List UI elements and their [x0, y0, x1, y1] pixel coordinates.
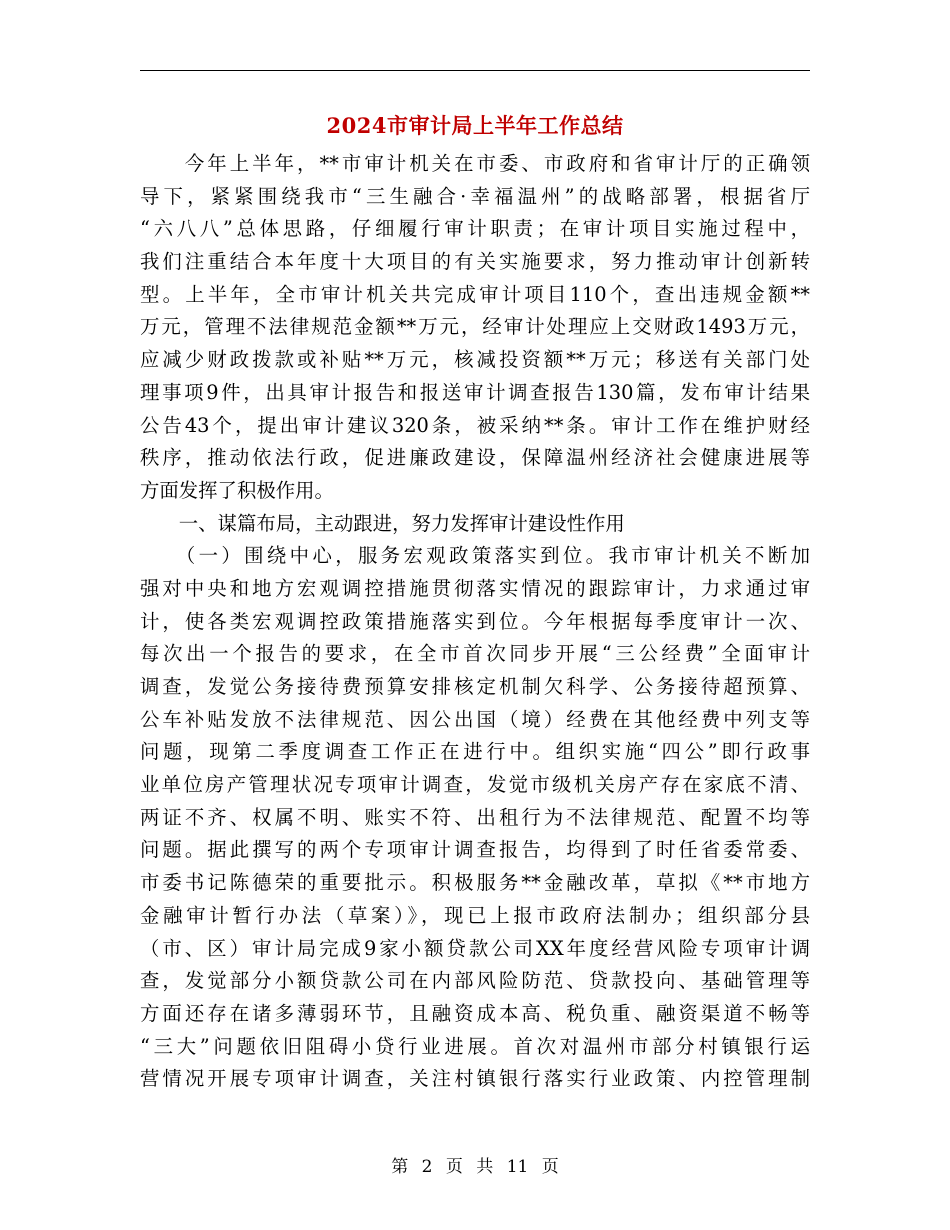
body-line: 万元，管理不法律规范金额**万元，经审计处理应上交财政1493万元， [140, 315, 810, 339]
body-line: 强对中央和地方宏观调控措施贯彻落实情况的跟踪审计，力求通过审 [140, 576, 810, 600]
header-rule [140, 70, 810, 71]
footer-page-unit: 页 [445, 1157, 463, 1177]
footer-page-number: 2 [421, 1157, 433, 1177]
body-line: 我们注重结合本年度十大项目的有关实施要求，努力推动审计创新转 [140, 250, 810, 274]
footer-total-label: 共 [476, 1157, 494, 1177]
body-line: 今年上半年，**市审计机关在市委、市政府和省审计厅的正确领 [140, 152, 810, 175]
body-line: 每次出一个报告的要求，在全市首次同步开展“三公经费”全面审计 [140, 642, 810, 666]
body-line: 公车补贴发放不法律规范、因公出国（境）经费在其他经费中列支等 [140, 707, 810, 731]
body-line: 秩序，推动依法行政，促进廉政建设，保障温州经济社会健康进展等 [140, 446, 810, 470]
section-heading: 一、谋篇布局，主动跟进，努力发挥审计建设性作用 [140, 511, 625, 535]
body-line: “三大”问题依旧阻碍小贷行业进展。首次对温州市部分村镇银行运 [140, 1034, 810, 1058]
body-line: 公告43个，提出审计建议320条，被采纳**条。审计工作在维护财经 [140, 413, 810, 437]
body-line: 问题，现第二季度调查工作正在进行中。组织实施“四公”即行政事 [140, 740, 810, 764]
body-line: 导下，紧紧围绕我市“三生融合·幸福温州”的战略部署，根据省厅 [140, 184, 810, 208]
body-line: 两证不齐、权属不明、账实不符、出租行为不法律规范、配置不均等 [140, 805, 810, 829]
body-line: 方面还存在诸多薄弱环节，且融资成本高、税负重、融资渠道不畅等 [140, 1001, 810, 1025]
body-line: 业单位房产管理状况专项审计调查，发觉市级机关房产存在家底不清、 [140, 773, 810, 797]
body-line: 计，使各类宏观调控政策措施落实到位。今年根据每季度审计一次、 [140, 609, 810, 633]
body-line: 理事项9件，出具审计报告和报送审计调查报告130篇，发布审计结果 [140, 380, 810, 404]
document-body [140, 148, 810, 1096]
body-line: 查，发觉部分小额贷款公司在内部风险防范、贷款投向、基础管理等 [140, 969, 810, 993]
body-line: 应减少财政拨款或补贴**万元，核减投资额**万元；移送有关部门处 [140, 348, 810, 372]
body-line: 问题。据此撰写的两个专项审计调查报告，均得到了时任省委常委、 [140, 838, 810, 862]
body-line: 调查，发觉公务接待费预算安排核定机制欠科学、公务接待超预算、 [140, 675, 810, 698]
body-line: 金融审计暂行办法（草案）》，现已上报市政府法制办；组织部分县 [140, 903, 810, 927]
page-footer [0, 1152, 950, 1177]
body-line: “六八八”总体思路，仔细履行审计职责；在审计项目实施过程中， [140, 217, 810, 241]
footer-total-unit: 页 [541, 1157, 559, 1177]
body-line: 方面发挥了积极作用。 [140, 478, 334, 502]
footer-total-pages: 11 [506, 1157, 529, 1177]
document-title: 2024市审计局上半年工作总结 [326, 113, 624, 138]
body-line: 营情况开展专项审计调查，关注村镇银行落实行业政策、内控管理制 [140, 1067, 810, 1091]
body-line: 型。上半年，全市审计机关共完成审计项目110个，查出违规金额** [140, 282, 810, 306]
footer-page-label: 第 [391, 1157, 409, 1177]
body-line: （一）围绕中心，服务宏观政策落实到位。我市审计机关不断加 [140, 544, 810, 568]
body-line: （市、区）审计局完成9家小额贷款公司XX年度经营风险专项审计调 [140, 936, 810, 960]
body-line: 市委书记陈德荣的重要批示。积极服务**金融改革，草拟《**市地方 [140, 871, 810, 895]
